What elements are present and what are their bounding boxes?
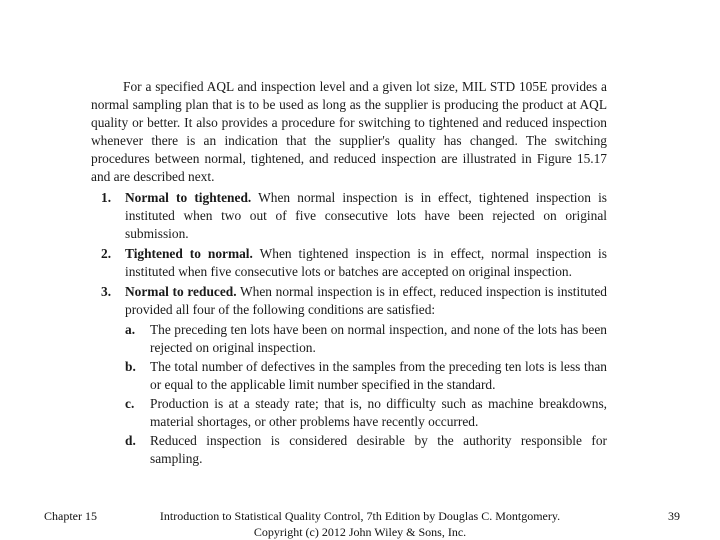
condition-text: Reduced inspection is considered desirable by the authority responsible for sampling. [150,433,607,466]
footer-chapter: Chapter 15 [44,509,97,523]
condition-letter: d. [125,433,136,448]
step-heading: Tightened to normal. [125,246,253,261]
step-text: When normal inspection is in effect, reduced inspection is instituted provided all four of the following conditions are satisfied: [125,284,607,317]
reduced-conditions-list [125,321,607,468]
step-item-normal-to-reduced [91,283,607,468]
step-item-normal-to-tightened [91,189,607,243]
condition-item [125,358,607,394]
condition-text: The total number of defectives in the samples from the preceding ten lots is less than or equal to the applicable limit number specified in the standard. [150,359,607,392]
step-heading: Normal to tightened. [125,190,252,205]
intro-paragraph: For a specified AQL and inspection level and a given lot size, MIL STD 105E provides a normal sampling plan that is to be used as long as the supplier is producing the product at AQL quality or better. It also provides a procedure for switching to tightened and reduced inspection whenever there is an indication that the supplier's quality has changed. The switching procedures between normal, tightened, and reduced inspection are illustrated in Figure 15.17 and are described next. [91,79,607,184]
footer-copyright [150,508,570,540]
switching-steps-list [91,189,607,468]
footer-page-number: 39 [668,509,680,523]
step-text: When normal inspection is in effect, tightened inspection is instituted when two out of five consecutive lots have been rejected on original submission. [125,190,607,241]
condition-letter: c. [125,396,135,411]
condition-letter: b. [125,359,136,374]
step-number: 2. [101,246,112,261]
condition-text: Production is at a steady rate; that is, no difficulty such as machine breakdowns, material shortages, or other problems have recently occurred. [150,396,607,429]
condition-text: The preceding ten lots have been on normal inspection, and none of the lots has been rejected on original inspection. [150,322,607,355]
footer-book-title: Introduction to Statistical Quality Control, 7th Edition by Douglas C. Montgomery. [159,509,561,523]
step-heading: Normal to reduced. [125,284,237,299]
step-text: When tightened inspection is in effect, normal inspection is instituted when five consecutive lots or batches are accepted on original inspection. [125,246,607,279]
condition-letter: a. [125,322,136,337]
step-number: 1. [101,190,112,205]
condition-item [125,321,607,357]
condition-item [125,432,607,468]
footer-copyright-line: Copyright (c) 2012 John Wiley & Sons, Inc. [253,525,467,539]
step-item-tightened-to-normal [91,245,607,281]
step-number: 3. [101,284,112,299]
condition-item [125,395,607,431]
page-body [91,78,607,470]
